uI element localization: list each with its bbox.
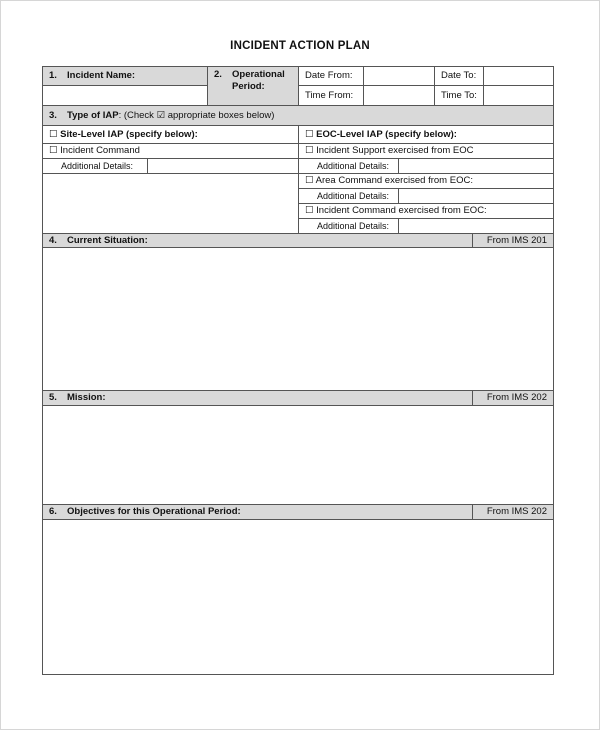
section-number: 4. [49,235,57,246]
current-situation-textarea[interactable] [42,247,554,391]
objectives-header [42,504,473,520]
incident-command-eoc-checkbox[interactable]: ☐ Incident Command exercised from EOC: [298,203,554,219]
section-number: 2. [214,69,222,80]
section-number: 3. [49,110,57,121]
mission-label: Mission: [67,392,106,403]
date-to-label: Date To: [434,66,484,86]
time-to-input[interactable] [483,85,554,106]
section-number: 5. [49,392,57,403]
mission-source: From IMS 202 [472,390,554,406]
area-command-additional-details-input[interactable] [398,188,554,204]
ic-eoc-additional-details-input[interactable] [398,218,554,234]
type-of-iap-header [42,105,554,126]
operational-period-label-cell [207,66,299,106]
mission-header [42,390,473,406]
incident-name-label-cell [42,66,208,86]
time-from-label: Time From: [298,85,364,106]
time-from-input[interactable] [363,85,435,106]
operational-period-label-line2: Period: [232,81,265,92]
date-from-input[interactable] [363,66,435,86]
incident-name-input[interactable] [42,85,208,106]
current-situation-header [42,233,473,248]
current-situation-source: From IMS 201 [472,233,554,248]
section-number: 1. [49,70,57,81]
incident-command-checkbox[interactable]: ☐ Incident Command [42,143,299,159]
eoc-support-additional-details-label: Additional Details: [298,158,399,174]
time-to-label: Time To: [434,85,484,106]
incident-support-eoc-checkbox[interactable]: ☐ Incident Support exercised from EOC [298,143,554,159]
ic-eoc-additional-details-label: Additional Details: [298,218,399,234]
objectives-source: From IMS 202 [472,504,554,520]
incident-name-label: Incident Name: [67,70,136,81]
operational-period-label-line1: Operational [232,69,285,80]
area-command-additional-details-label: Additional Details: [298,188,399,204]
site-additional-details-input[interactable] [147,158,299,174]
date-to-input[interactable] [483,66,554,86]
mission-textarea[interactable] [42,405,554,505]
eoc-level-iap-checkbox[interactable]: ☐ EOC-Level IAP (specify below): [298,125,554,144]
objectives-label: Objectives for this Operational Period: [67,506,241,517]
current-situation-label: Current Situation: [67,235,148,246]
site-additional-details-label: Additional Details: [42,158,148,174]
section-number: 6. [49,506,57,517]
objectives-textarea[interactable] [42,519,554,675]
type-of-iap-instruction: : (Check ☑ appropriate boxes below) [118,110,275,121]
date-from-label: Date From: [298,66,364,86]
site-level-iap-checkbox[interactable]: ☐ Site-Level IAP (specify below): [42,125,299,144]
site-level-blank-area [42,173,299,234]
type-of-iap-label: Type of IAP [67,110,119,121]
form-title: INCIDENT ACTION PLAN [230,40,370,52]
eoc-support-additional-details-input[interactable] [398,158,554,174]
area-command-checkbox[interactable]: ☐ Area Command exercised from EOC: [298,173,554,189]
